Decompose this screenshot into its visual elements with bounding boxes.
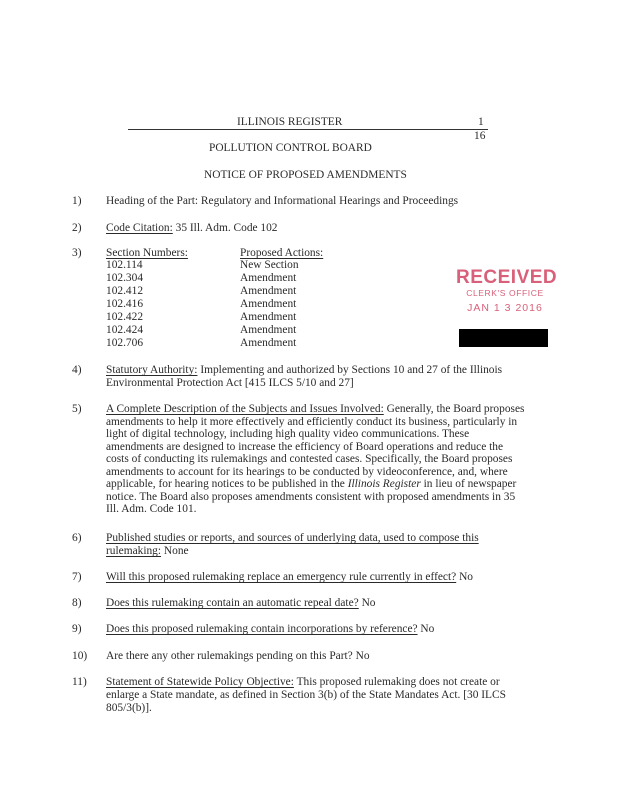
- item-5-label: A Complete Description of the Subjects and Issues Involved:: [106, 403, 384, 415]
- section-number: 102.422: [106, 311, 144, 323]
- proposed-actions-header: Proposed Actions:: [240, 247, 324, 259]
- issue-number: 16: [474, 130, 486, 142]
- item-2-number: 2): [72, 222, 82, 234]
- proposed-action: Amendment: [240, 324, 297, 336]
- item-10-text: No: [355, 650, 370, 662]
- proposed-action: Amendment: [240, 272, 297, 284]
- section-number: 102.706: [106, 337, 144, 349]
- item-6-label-line-2: rulemaking:: [106, 545, 162, 557]
- section-numbers-header: Section Numbers:: [106, 247, 188, 259]
- header-rule: [128, 129, 488, 130]
- item-8-label: Does this rulemaking contain an automatic repeal date?: [106, 597, 359, 609]
- item-10: [106, 650, 370, 663]
- item-11-line-2: enlarge a State mandate, as defined in Section 3(b) of the State Mandates Act. [30 ILCS: [106, 689, 506, 701]
- item-1-number: 1): [72, 195, 82, 207]
- proposed-action: New Section: [240, 259, 299, 271]
- item-4-text: Implementing and authorized by Sections 10 and 27 of the Illinois: [200, 364, 503, 376]
- item-4-label: Statutory Authority:: [106, 364, 198, 376]
- item-2-text: 35 Ill. Adm. Code 102: [175, 222, 278, 234]
- stamp-received: RECEIVED: [456, 267, 558, 288]
- item-8-text: No: [361, 597, 376, 609]
- item-1-text: Regulatory and Informational Hearings and Proceedings: [200, 195, 459, 207]
- item-4-line-1: [106, 364, 502, 377]
- notice-title: NOTICE OF PROPOSED AMENDMENTS: [204, 169, 407, 181]
- section-number: 102.424: [106, 324, 144, 336]
- item-6-number: 6): [72, 532, 82, 544]
- item-1: [106, 195, 458, 208]
- section-number: 102.412: [106, 285, 144, 297]
- item-9: [106, 623, 434, 636]
- item-11-number: 11): [72, 676, 87, 688]
- item-6-label-line-1: Published studies or reports, and sources of underlying data, used to compose this: [106, 532, 479, 544]
- item-9-number: 9): [72, 623, 82, 635]
- item-2: [106, 222, 278, 235]
- page-number: 1: [478, 116, 484, 128]
- item-11-line-3: 805/3(b)].: [106, 702, 152, 714]
- section-number: 102.416: [106, 298, 144, 310]
- item-5-italic: Illinois Register: [347, 478, 421, 490]
- item-2-label: Code Citation:: [106, 222, 173, 234]
- stamp-clerks-office: CLERK'S OFFICE: [466, 288, 544, 298]
- item-5-paragraph: [106, 403, 526, 516]
- item-8: [106, 597, 376, 610]
- item-9-text: No: [420, 623, 435, 635]
- item-7-text: No: [459, 571, 473, 583]
- proposed-action: Amendment: [240, 285, 297, 297]
- received-stamp: [456, 267, 558, 318]
- item-8-number: 8): [72, 597, 82, 609]
- item-10-label: Are there any other rulemakings pending on this Part?: [106, 650, 353, 662]
- section-number: 102.304: [106, 272, 144, 284]
- item-4-number: 4): [72, 364, 82, 376]
- item-9-label: Does this proposed rulemaking contain incorporations by reference?: [106, 623, 418, 635]
- item-7: [106, 571, 473, 584]
- item-11-text: This proposed rulemaking does not create or: [296, 676, 500, 688]
- item-4-line-2: Environmental Protection Act [415 ILCS 5/10 and 27]: [106, 377, 354, 389]
- section-number: 102.114: [106, 259, 143, 271]
- item-5-text-end: in lieu of newspaper notice. The Board also proposes amendments consistent with proposed amendments in 35 Ill. Adm. Code 101.: [106, 478, 517, 515]
- item-10-number: 10): [72, 650, 88, 662]
- item-7-number: 7): [72, 571, 82, 583]
- stamp-date: JAN 1 3 2016: [467, 302, 543, 314]
- item-5-number: 5): [72, 403, 82, 415]
- item-11-label: Statement of Statewide Policy Objective:: [106, 676, 294, 688]
- proposed-action: Amendment: [240, 298, 297, 310]
- item-1-label: Heading of the Part:: [106, 195, 199, 207]
- proposed-action: Amendment: [240, 337, 297, 349]
- item-6-text: None: [163, 545, 189, 557]
- proposed-action: Amendment: [240, 311, 297, 323]
- board-name: POLLUTION CONTROL BOARD: [209, 142, 372, 154]
- register-title: ILLINOIS REGISTER: [237, 116, 343, 128]
- item-7-label: Will this proposed rulemaking replace an emergency rule currently in effect?: [106, 571, 457, 583]
- item-3-number: 3): [72, 247, 82, 259]
- item-11-line-1: [106, 676, 500, 689]
- item-6-line-2: [106, 545, 189, 558]
- redaction-box: [459, 329, 548, 347]
- item-5-text: Generally, the Board proposes amendments to help it more effectively and efficiently conduct its business, particularly in light of digital technology, including high quality video communications. These amendments are designed to increase the efficiency of Board operations and reduce the costs of conducting its rulemakings and contested cases. Specifically, the Board proposes amendments to account for its hearings to be conducted by videoconference, and, where applicable, for hearing notices to be published in the: [106, 403, 525, 490]
